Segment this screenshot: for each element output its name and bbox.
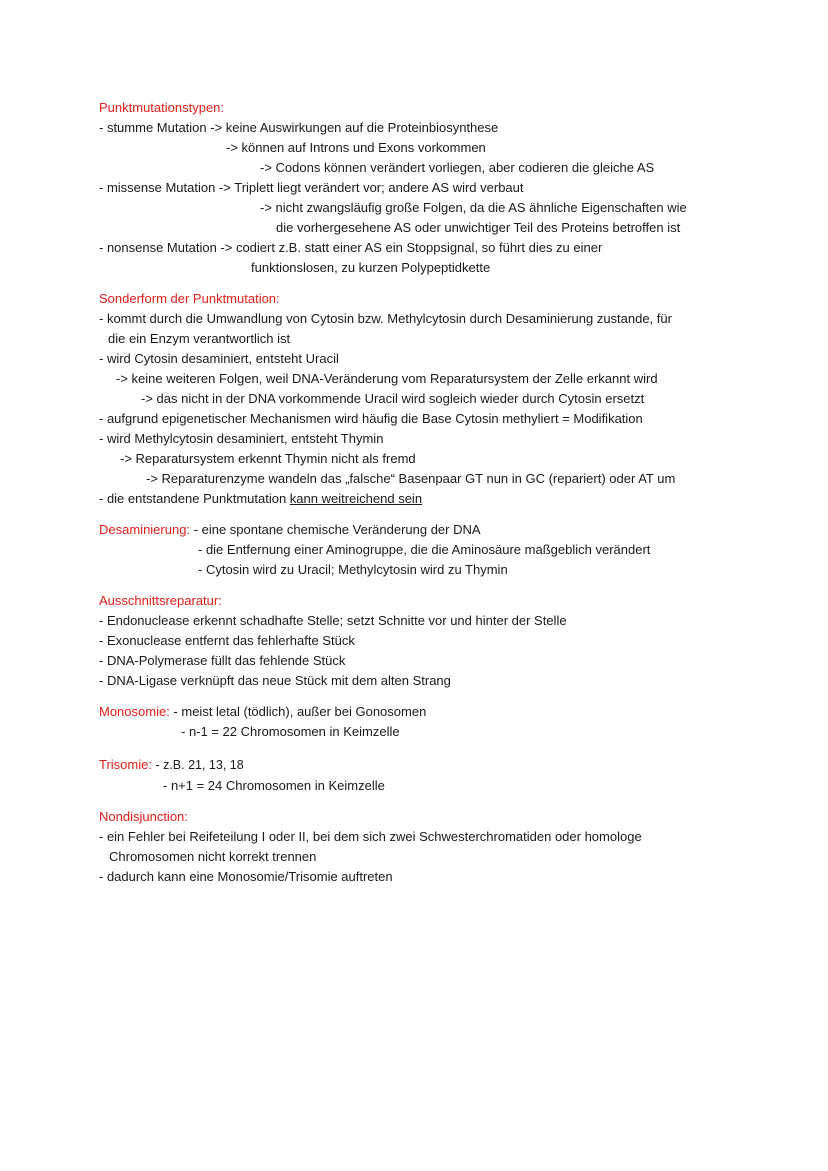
- text-inline: - meist letal (tödlich), außer bei Gonosomen: [169, 704, 427, 719]
- text-line: [99, 521, 481, 539]
- section-heading-trisomie: Trisomie:: [99, 757, 152, 772]
- text-line: Chromosomen nicht korrekt trennen: [109, 849, 317, 864]
- text-line: -> das nicht in der DNA vorkommende Uracil wird sogleich wieder durch Cytosin ersetzt: [141, 391, 645, 406]
- text-line: - Exonuclease entfernt das fehlerhafte Stück: [99, 633, 355, 648]
- text-line: - DNA-Ligase verknüpft das neue Stück mit dem alten Strang: [99, 673, 451, 688]
- section-heading-ausschnittsreparatur: Ausschnittsreparatur:: [99, 593, 222, 608]
- text-line: - stumme Mutation -> keine Auswirkungen auf die Proteinbiosynthese: [99, 120, 499, 135]
- section-heading-desaminierung: Desaminierung:: [99, 522, 191, 537]
- text-line: - wird Cytosin desaminiert, entsteht Uracil: [99, 351, 339, 366]
- section-heading-punktmutationstypen: Punktmutationstypen:: [99, 100, 225, 115]
- text-inline: - eine spontane chemische Veränderung der DNA: [190, 522, 481, 537]
- text-line: - n-1 = 22 Chromosomen in Keimzelle: [181, 724, 400, 739]
- section-heading-nondisjunction: Nondisjunction:: [99, 809, 188, 824]
- text-prefix: - die entstandene Punktmutation: [99, 491, 290, 506]
- text-line: -> Reparatursystem erkennt Thymin nicht als fremd: [120, 451, 416, 466]
- text-line: - nonsense Mutation -> codiert z.B. statt einer AS ein Stoppsignal, so führt dies zu einer: [99, 240, 603, 255]
- text-line: die ein Enzym verantwortlich ist: [108, 331, 291, 346]
- text-line: [99, 490, 422, 508]
- text-line: - n+1 = 24 Chromosomen in Keimzelle: [163, 778, 385, 793]
- section-heading-sonderform: Sonderform der Punktmutation:: [99, 291, 280, 306]
- text-line: - missense Mutation -> Triplett liegt verändert vor; andere AS wird verbaut: [99, 180, 524, 195]
- text-inline: - z.B. 21, 13, 18: [151, 758, 244, 772]
- text-line: - die Entfernung einer Aminogruppe, die die Aminosäure maßgeblich verändert: [198, 542, 651, 557]
- text-line: - wird Methylcytosin desaminiert, entsteht Thymin: [99, 431, 384, 446]
- text-line: funktionslosen, zu kurzen Polypeptidkette: [251, 260, 491, 275]
- text-line: - DNA-Polymerase füllt das fehlende Stück: [99, 653, 346, 668]
- text-line: - kommt durch die Umwandlung von Cytosin bzw. Methylcytosin durch Desaminierung zustande, für: [99, 311, 672, 326]
- text-line: -> keine weiteren Folgen, weil DNA-Veränderung vom Reparatursystem der Zelle erkannt wird: [116, 371, 658, 386]
- text-line: - ein Fehler bei Reifeteilung I oder II, bei dem sich zwei Schwesterchromatiden oder homologe: [99, 829, 642, 844]
- text-line: -> Reparaturenzyme wandeln das „falsche“ Basenpaar GT nun in GC (repariert) oder AT um: [146, 471, 676, 486]
- text-line: die vorhergesehene AS oder unwichtiger Teil des Proteins betroffen ist: [276, 220, 681, 235]
- text-line: - aufgrund epigenetischer Mechanismen wird häufig die Base Cytosin methyliert = Modifikation: [99, 411, 643, 426]
- text-line: - Cytosin wird zu Uracil; Methylcytosin wird zu Thymin: [198, 562, 508, 577]
- text-line: - dadurch kann eine Monosomie/Trisomie auftreten: [99, 869, 393, 884]
- text-line: [99, 756, 244, 774]
- section-heading-monosomie: Monosomie:: [99, 704, 170, 719]
- text-line: -> nicht zwangsläufig große Folgen, da die AS ähnliche Eigenschaften wie: [260, 200, 687, 215]
- underlined-text: kann weitreichend sein: [289, 491, 423, 506]
- text-line: [99, 703, 426, 721]
- text-line: -> Codons können verändert vorliegen, aber codieren die gleiche AS: [260, 160, 655, 175]
- text-line: -> können auf Introns und Exons vorkommen: [226, 140, 486, 155]
- text-line: - Endonuclease erkennt schadhafte Stelle; setzt Schnitte vor und hinter der Stelle: [99, 613, 567, 628]
